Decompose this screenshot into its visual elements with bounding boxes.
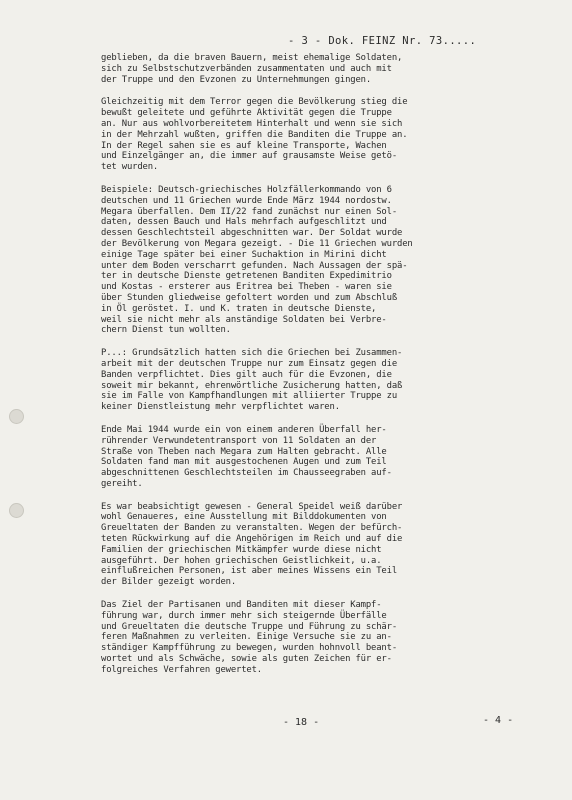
text-line: arbeit mit der deutschen Truppe nur zum Einsatz gegen die — [101, 358, 398, 369]
text-line: feren Maßnahmen zu verleiten. Einige Versuche sie zu an- — [101, 632, 392, 643]
text-line: Banden verpflichtet. Dies gilt auch für die Evzonen, die — [101, 369, 392, 380]
text-line: ter in deutsche Dienste getretenen Banditen Expedimitrio — [101, 271, 392, 282]
text-line: P...: Grundsätzlich hatten sich die Griechen bei Zusammen- — [101, 348, 403, 359]
text-line: sich zu Selbstschutzverbänden zusammentaten und auch mit — [101, 63, 392, 74]
text-line: unter dem Boden verscharrt gefunden. Nach Aussagen der spä- — [101, 260, 408, 271]
text-line: abgeschnittenen Geschlechtsteilen im Chausseegraben auf- — [101, 468, 392, 479]
text-line: und Kostas - ersterer aus Eritrea bei Theben - waren sie — [101, 282, 392, 293]
text-line: bewußt geleitete und geführte Aktivität gegen die Truppe — [101, 108, 392, 119]
text-line: Beispiele: Deutsch-griechisches Holzfällerkommando von 6 — [101, 184, 392, 195]
text-line: gereiht. — [101, 478, 143, 489]
text-line: daten, dessen Bauch und Hals mehrfach aufgeschlitzt und — [101, 217, 387, 228]
page-header: - 3 - Dok. FEINZ Nr. 73..... — [288, 35, 477, 47]
text-line: über Stunden gliedweise gefoltert worden und zum Abschluß — [101, 292, 398, 303]
text-line: und Einzelgänger an, die immer auf grausamste Weise getö- — [101, 151, 398, 162]
paragraph — [101, 97, 541, 173]
paragraph — [101, 53, 541, 85]
text-line: keiner Dienstleistung mehr verpflichtet waren. — [101, 402, 340, 413]
text-line: deutschen und 11 Griechen wurde Ende März 1944 nordostw. — [101, 195, 392, 206]
text-line: Das Ziel der Partisanen und Banditen mit dieser Kampf- — [101, 600, 382, 611]
paragraph — [101, 425, 541, 490]
text-line: an. Nur aus wohlvorbereitetem Hinterhalt und wenn sie sich — [101, 118, 403, 129]
text-line: ausgeführt. Der hohen griechischen Geistlichkeit, u.a. — [101, 555, 382, 566]
text-line: Es war beabsichtigt gewesen - General Speidel weiß darüber — [101, 501, 403, 512]
text-line: rührender Verwundetentransport von 11 Soldaten an der — [101, 435, 377, 446]
text-line: teten Rückwirkung auf die Angehörigen im Reich und auf die — [101, 534, 403, 545]
paragraph — [101, 600, 541, 676]
text-line: der Truppe und den Evzonen zu Unternehmungen gingen. — [101, 74, 372, 85]
text-line: in der Mehrzahl wußten, griffen die Banditen die Truppe an. — [101, 129, 408, 140]
text-line: dessen Geschlechtsteil abgeschnitten war. Der Soldat wurde — [101, 228, 403, 239]
text-line: in Öl geröstet. I. und K. traten in deutsche Dienste, — [101, 303, 377, 314]
paragraph — [101, 348, 541, 413]
text-line: weil sie nicht mehr als anständige Soldaten bei Verbre- — [101, 314, 387, 325]
text-line: tet wurden. — [101, 162, 159, 173]
text-line: einflußreichen Personen, ist aber meines Wissens ein Teil — [101, 566, 398, 577]
document-body — [101, 53, 541, 688]
paragraph — [101, 185, 541, 336]
text-line: chern Dienst tun wollten. — [101, 325, 231, 336]
text-line: wohl Genaueres, eine Ausstellung mit Bilddokumenten von — [101, 512, 387, 523]
text-line: geblieben, da die braven Bauern, meist ehemalige Soldaten, — [101, 53, 403, 63]
text-line: In der Regel sahen sie es auf kleine Transporte, Wachen — [101, 140, 387, 151]
text-line: Ende Mai 1944 wurde ein von einem anderen Überfall her- — [101, 424, 387, 435]
text-line: Straße von Theben nach Megara zum Halten gebracht. Alle — [101, 446, 387, 457]
text-line: Familien der griechischen Mitkämpfer wurde diese nicht — [101, 544, 382, 555]
text-line: einige Tage später bei einer Suchaktion in Mirini dicht — [101, 249, 387, 260]
page-number: - 18 - — [283, 717, 320, 728]
text-line: folgreiches Verfahren gewertet. — [101, 664, 262, 675]
punch-hole — [9, 409, 24, 424]
text-line: sie im Falle von Kampfhandlungen mit alliierter Truppe zu — [101, 391, 398, 402]
text-line: führung war, durch immer mehr sich steigernde Überfälle — [101, 610, 387, 621]
text-line: und Greueltaten die deutsche Truppe und Führung zu schär- — [101, 621, 398, 632]
text-line: Gleichzeitig mit dem Terror gegen die Bevölkerung stieg die — [101, 97, 408, 108]
text-line: ständiger Kampfführung zu bewegen, wurden hohnvoll beant- — [101, 643, 398, 654]
text-line: Soldaten fand man mit ausgestochenen Augen und zum Teil — [101, 457, 387, 468]
text-line: Greueltaten der Banden zu veranstalten. Wegen der befürch- — [101, 523, 403, 534]
text-line: Megara überfallen. Dem II/22 fand zunächst nur einen Sol- — [101, 206, 398, 217]
paragraph — [101, 502, 541, 588]
text-line: wortet und als Schwäche, sowie als guten Zeichen für er- — [101, 654, 392, 665]
text-line: soweit mir bekannt, ehrenwörtliche Zusicherung hatten, daß — [101, 380, 403, 391]
punch-hole — [9, 503, 24, 518]
text-line: der Bilder gezeigt worden. — [101, 577, 237, 588]
next-page-marker: - 4 - — [483, 715, 514, 726]
text-line: der Bevölkerung von Megara gezeigt. - Die 11 Griechen wurden — [101, 238, 413, 249]
